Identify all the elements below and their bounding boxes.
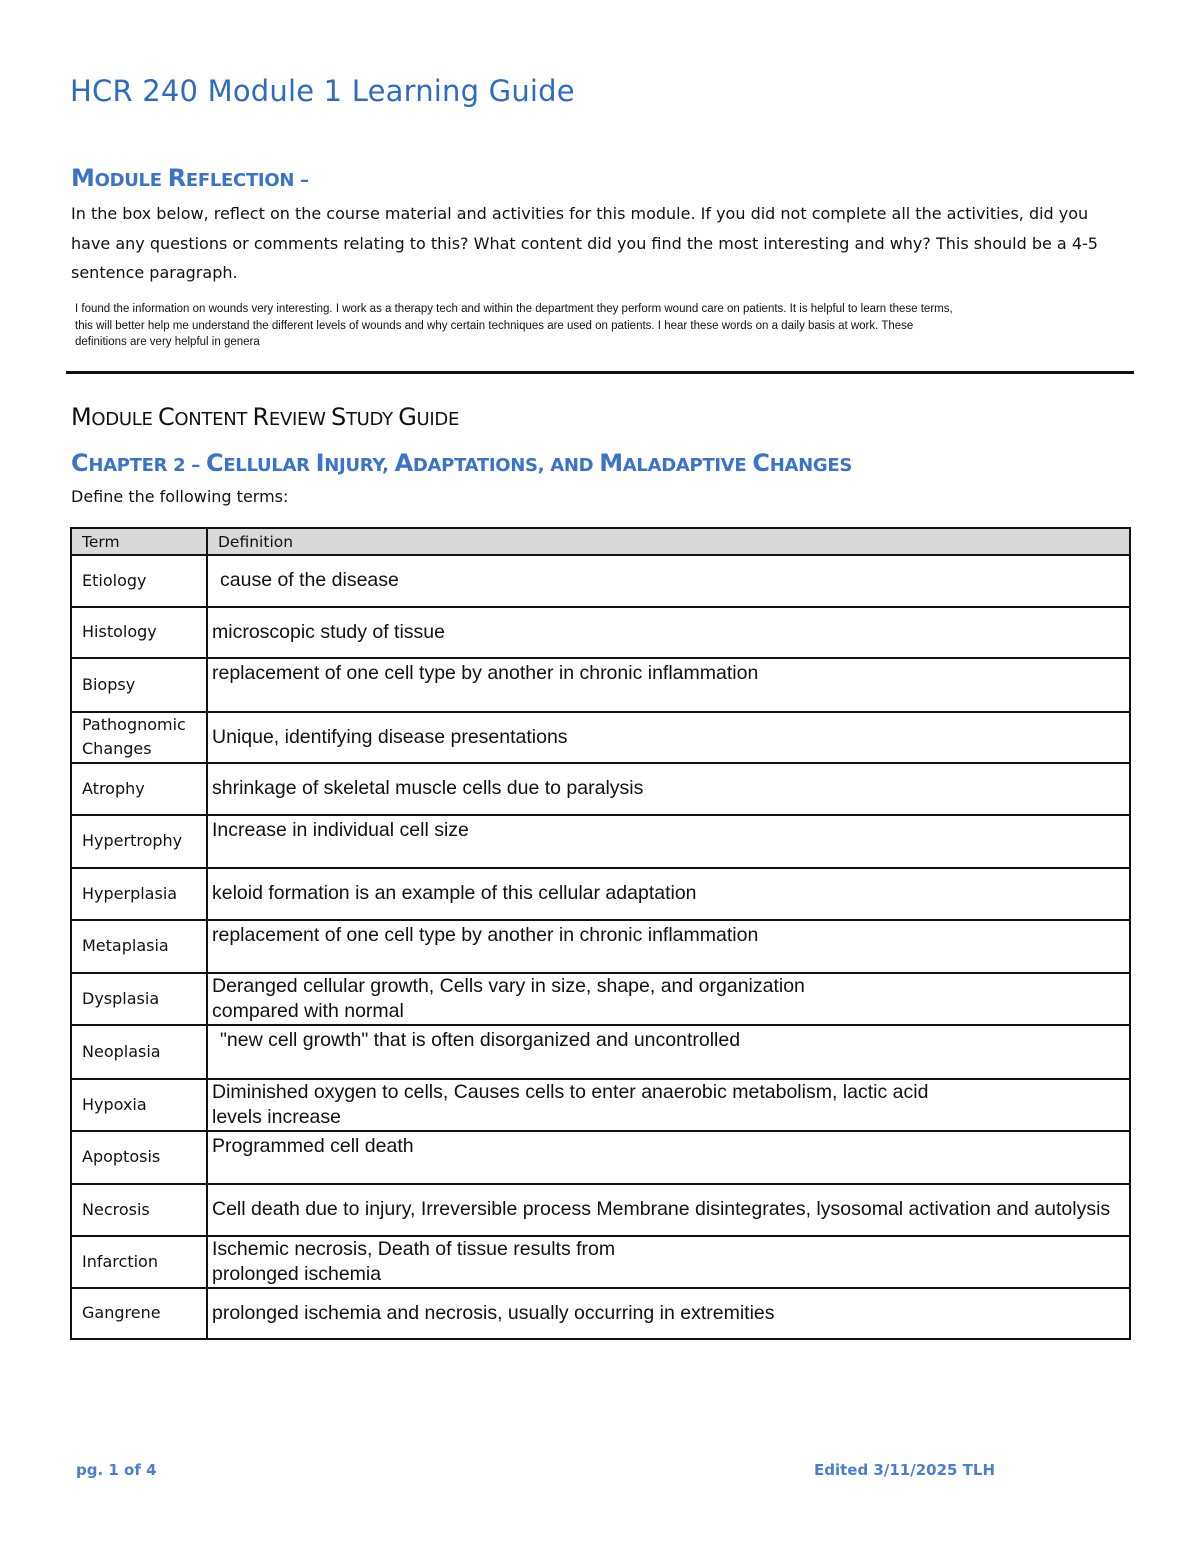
chapter-heading: CHAPTER 2 – CELLULAR INJURY, ADAPTATIONS, AND MALADAPTIVE CHANGES xyxy=(71,449,852,477)
definition-cell[interactable]: keloid formation is an example of this cellular adaptation xyxy=(207,868,1130,920)
table-row xyxy=(71,1184,1130,1236)
term-cell: Atrophy xyxy=(71,763,207,815)
term-cell: Dysplasia xyxy=(71,973,207,1025)
table-row xyxy=(71,973,1130,1025)
definition-cell[interactable]: Programmed cell death xyxy=(207,1131,1130,1185)
study-guide-heading: MODULE CONTENT REVIEW STUDY GUIDE xyxy=(71,403,460,431)
term-cell: Necrosis xyxy=(71,1184,207,1236)
definition-cell[interactable]: cause of the disease xyxy=(207,555,1130,607)
table-row xyxy=(71,815,1130,869)
edited-note: Edited 3/11/2025 TLH xyxy=(814,1461,996,1479)
definition-cell[interactable]: microscopic study of tissue xyxy=(207,607,1130,659)
term-cell: Histology xyxy=(71,607,207,659)
table-row xyxy=(71,1025,1130,1079)
term-cell: Neoplasia xyxy=(71,1025,207,1079)
term-cell: Gangrene xyxy=(71,1288,207,1340)
table-row xyxy=(71,1131,1130,1185)
definition-cell[interactable]: "new cell growth" that is often disorganized and uncontrolled xyxy=(207,1025,1130,1079)
term-cell: Infarction xyxy=(71,1236,207,1288)
term-cell: Hyperplasia xyxy=(71,868,207,920)
definition-cell[interactable]: Deranged cellular growth, Cells vary in size, shape, and organization compared with normal xyxy=(207,973,1130,1025)
definition-cell[interactable]: prolonged ischemia and necrosis, usually occurring in extremities xyxy=(207,1288,1130,1340)
header-term: Term xyxy=(71,528,207,555)
terms-table xyxy=(70,527,1131,1340)
definition-cell[interactable]: replacement of one cell type by another in chronic inflammation xyxy=(207,920,1130,974)
reflection-prompt: In the box below, reflect on the course material and activities for this module. If you did not complete all the activities, did you have any questions or comments relating to this? What content did you find the most interesting and why? This should be a 4-5 sentence paragraph. xyxy=(71,204,1098,282)
term-cell: Etiology xyxy=(71,555,207,607)
section-divider xyxy=(66,371,1134,374)
page-number: pg. 1 of 4 xyxy=(76,1461,157,1479)
term-cell: Metaplasia xyxy=(71,920,207,974)
definition-cell[interactable]: Increase in individual cell size xyxy=(207,815,1130,869)
definition-cell[interactable]: replacement of one cell type by another in chronic inflammation xyxy=(207,658,1130,712)
definition-cell[interactable]: shrinkage of skeletal muscle cells due to paralysis xyxy=(207,763,1130,815)
table-row xyxy=(71,1079,1130,1131)
module-reflection-heading: MODULE REFLECTION – xyxy=(71,164,309,192)
definition-cell[interactable]: Cell death due to injury, Irreversible process Membrane disintegrates, lysosomal activation and autolysis xyxy=(207,1184,1130,1236)
header-definition: Definition xyxy=(207,528,1130,555)
table-row xyxy=(71,1236,1130,1288)
definition-cell[interactable]: Ischemic necrosis, Death of tissue results from prolonged ischemia xyxy=(207,1236,1130,1288)
table-row xyxy=(71,1288,1130,1340)
term-cell: Hypoxia xyxy=(71,1079,207,1131)
reflection-answer-box[interactable]: I found the information on wounds very interesting. I work as a therapy tech and within the department they perform wound care on patients. It is helpful to learn these terms, this will better help me understand the different levels of wounds and why certain techniques are used on patients. I hear these words on a daily basis at work. These definitions are very helpful in genera xyxy=(75,303,953,348)
term-cell: Apoptosis xyxy=(71,1131,207,1185)
table-row xyxy=(71,763,1130,815)
table-row xyxy=(71,868,1130,920)
term-cell: Pathognomic Changes xyxy=(71,712,207,764)
table-row xyxy=(71,555,1130,607)
table-row xyxy=(71,712,1130,764)
term-cell: Hypertrophy xyxy=(71,815,207,869)
table-row xyxy=(71,920,1130,974)
table-header-row xyxy=(71,528,1130,555)
table-row xyxy=(71,658,1130,712)
definition-cell[interactable]: Unique, identifying disease presentations xyxy=(207,712,1130,764)
page-title: HCR 240 Module 1 Learning Guide xyxy=(70,74,575,108)
term-cell: Biopsy xyxy=(71,658,207,712)
table-row xyxy=(71,607,1130,659)
definition-cell[interactable]: Diminished oxygen to cells, Causes cells to enter anaerobic metabolism, lactic acid levels increase xyxy=(207,1079,1130,1131)
instructions: Define the following terms: xyxy=(71,487,289,506)
